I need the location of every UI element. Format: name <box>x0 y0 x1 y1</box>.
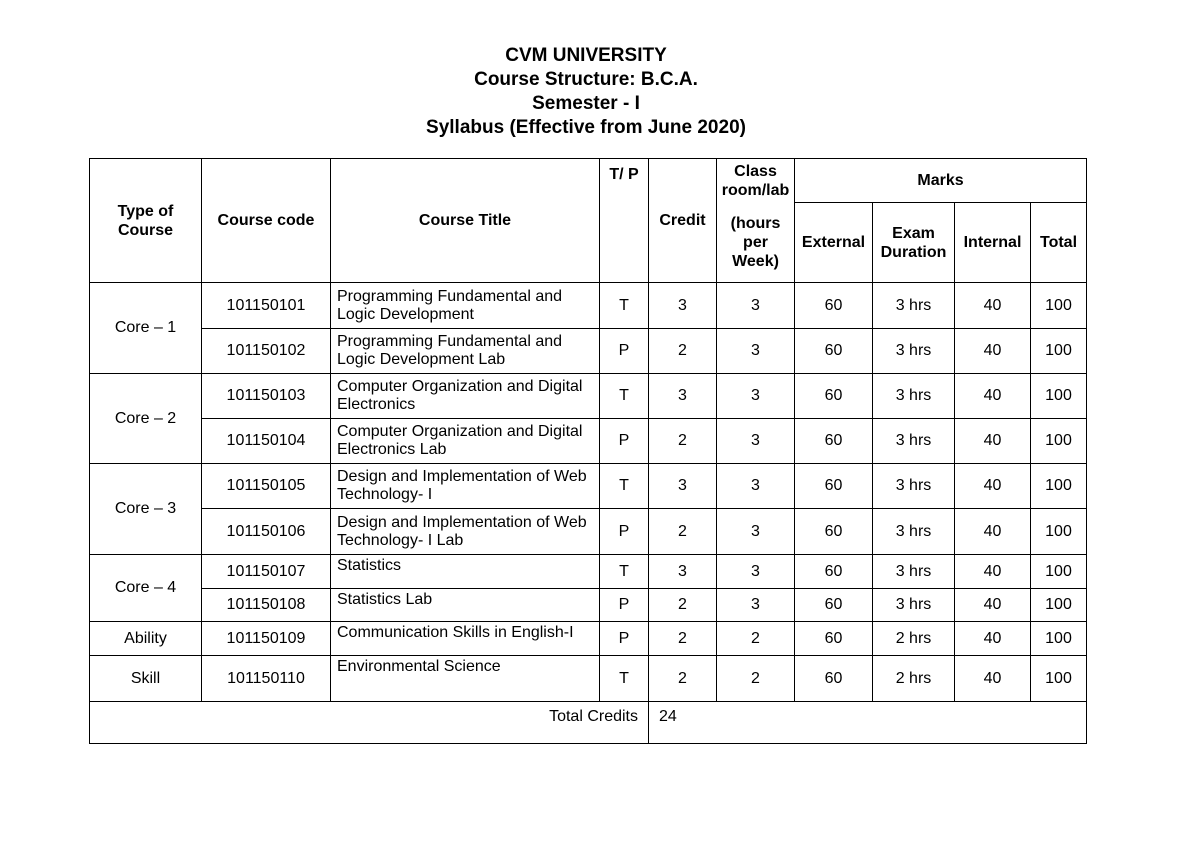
tp-cell: P <box>600 622 649 656</box>
course-type-cell: Core – 2 <box>90 374 202 464</box>
credit-cell: 3 <box>649 374 717 419</box>
university-name: CVM UNIVERSITY <box>505 45 667 66</box>
table-row <box>90 329 1087 374</box>
hours-cell: 3 <box>717 464 795 509</box>
internal-cell: 40 <box>955 464 1031 509</box>
course-type-cell: Skill <box>90 656 202 702</box>
course-title-cell: Environmental Science <box>331 656 600 702</box>
tp-cell: T <box>600 374 649 419</box>
external-cell: 60 <box>795 656 873 702</box>
table-row <box>90 656 1087 702</box>
total-cell: 100 <box>1031 509 1087 555</box>
external-cell: 60 <box>795 555 873 589</box>
total-credits-label: Total Credits <box>90 702 649 744</box>
course-code-cell: 101150105 <box>202 464 331 509</box>
total-credits-row <box>90 702 1087 744</box>
course-title-cell: Design and Implementation of Web Technology- I Lab <box>331 509 600 555</box>
total-cell: 100 <box>1031 622 1087 656</box>
header-course-title: Course Title <box>331 159 600 283</box>
credit-cell: 2 <box>649 509 717 555</box>
total-credits-value: 24 <box>649 702 1087 744</box>
total-cell: 100 <box>1031 589 1087 622</box>
credit-cell: 3 <box>649 464 717 509</box>
internal-cell: 40 <box>955 656 1031 702</box>
semester-label: Semester - I <box>532 93 640 114</box>
tp-cell: P <box>600 589 649 622</box>
header-credit: Credit <box>649 159 717 283</box>
hours-cell: 3 <box>717 555 795 589</box>
duration-cell: 2 hrs <box>873 656 955 702</box>
credit-cell: 2 <box>649 656 717 702</box>
duration-cell: 3 hrs <box>873 419 955 464</box>
hours-cell: 3 <box>717 283 795 329</box>
table-row <box>90 374 1087 419</box>
tp-cell: P <box>600 509 649 555</box>
duration-cell: 3 hrs <box>873 589 955 622</box>
course-title-cell: Communication Skills in English-I <box>331 622 600 656</box>
header-internal: Internal <box>955 203 1031 283</box>
course-code-cell: 101150109 <box>202 622 331 656</box>
credit-cell: 2 <box>649 589 717 622</box>
tp-cell: P <box>600 419 649 464</box>
course-type-cell: Ability <box>90 622 202 656</box>
tp-cell: T <box>600 283 649 329</box>
course-code-cell: 101150110 <box>202 656 331 702</box>
header-course-code: Course code <box>202 159 331 283</box>
header-external: External <box>795 203 873 283</box>
course-type-cell: Core – 3 <box>90 464 202 555</box>
course-title-cell: Statistics Lab <box>331 589 600 622</box>
duration-cell: 3 hrs <box>873 509 955 555</box>
table-row <box>90 419 1087 464</box>
hours-cell: 3 <box>717 419 795 464</box>
hours-cell: 3 <box>717 509 795 555</box>
course-title-cell: Programming Fundamental and Logic Development Lab <box>331 329 600 374</box>
course-title-cell: Computer Organization and Digital Electronics Lab <box>331 419 600 464</box>
total-cell: 100 <box>1031 656 1087 702</box>
duration-cell: 3 hrs <box>873 374 955 419</box>
tp-cell: T <box>600 656 649 702</box>
internal-cell: 40 <box>955 509 1031 555</box>
table-row <box>90 464 1087 509</box>
header-total: Total <box>1031 203 1087 283</box>
external-cell: 60 <box>795 283 873 329</box>
external-cell: 60 <box>795 622 873 656</box>
syllabus-table <box>89 158 1087 744</box>
course-code-cell: 101150101 <box>202 283 331 329</box>
course-type-cell: Core – 1 <box>90 283 202 374</box>
external-cell: 60 <box>795 464 873 509</box>
course-title-cell: Design and Implementation of Web Technology- I <box>331 464 600 509</box>
external-cell: 60 <box>795 589 873 622</box>
tp-cell: T <box>600 464 649 509</box>
header-marks: Marks <box>795 159 1087 203</box>
total-cell: 100 <box>1031 374 1087 419</box>
table-row <box>90 283 1087 329</box>
total-cell: 100 <box>1031 555 1087 589</box>
credit-cell: 2 <box>649 419 717 464</box>
internal-cell: 40 <box>955 374 1031 419</box>
internal-cell: 40 <box>955 419 1031 464</box>
credit-cell: 3 <box>649 555 717 589</box>
duration-cell: 3 hrs <box>873 555 955 589</box>
hours-cell: 3 <box>717 589 795 622</box>
external-cell: 60 <box>795 374 873 419</box>
course-title-cell: Statistics <box>331 555 600 589</box>
course-code-cell: 101150102 <box>202 329 331 374</box>
internal-cell: 40 <box>955 622 1031 656</box>
header-tp: T/ P <box>600 159 649 283</box>
course-code-cell: 101150106 <box>202 509 331 555</box>
course-code-cell: 101150104 <box>202 419 331 464</box>
course-title-cell: Computer Organization and Digital Electronics <box>331 374 600 419</box>
credit-cell: 3 <box>649 283 717 329</box>
syllabus-effective: Syllabus (Effective from June 2020) <box>426 117 746 138</box>
header-type-of-course: Type of Course <box>90 159 202 283</box>
table-row <box>90 622 1087 656</box>
tp-cell: T <box>600 555 649 589</box>
credit-cell: 2 <box>649 329 717 374</box>
course-structure: Course Structure: B.C.A. <box>474 69 698 90</box>
duration-cell: 3 hrs <box>873 329 955 374</box>
table-row <box>90 589 1087 622</box>
hours-cell: 3 <box>717 374 795 419</box>
course-code-cell: 101150103 <box>202 374 331 419</box>
total-cell: 100 <box>1031 283 1087 329</box>
duration-cell: 3 hrs <box>873 464 955 509</box>
internal-cell: 40 <box>955 589 1031 622</box>
hours-cell: 3 <box>717 329 795 374</box>
table-row <box>90 555 1087 589</box>
header-exam-duration: Exam Duration <box>873 203 955 283</box>
hours-cell: 2 <box>717 656 795 702</box>
internal-cell: 40 <box>955 329 1031 374</box>
course-type-cell: Core – 4 <box>90 555 202 622</box>
external-cell: 60 <box>795 329 873 374</box>
header-classroom: Class room/lab <box>717 159 795 203</box>
duration-cell: 2 hrs <box>873 622 955 656</box>
duration-cell: 3 hrs <box>873 283 955 329</box>
hours-cell: 2 <box>717 622 795 656</box>
tp-cell: P <box>600 329 649 374</box>
internal-cell: 40 <box>955 283 1031 329</box>
total-cell: 100 <box>1031 419 1087 464</box>
course-title-cell: Programming Fundamental and Logic Development <box>331 283 600 329</box>
document-header <box>0 44 1172 140</box>
internal-cell: 40 <box>955 555 1031 589</box>
total-cell: 100 <box>1031 464 1087 509</box>
header-hours-per-week: (hours per Week) <box>717 203 795 283</box>
credit-cell: 2 <box>649 622 717 656</box>
total-cell: 100 <box>1031 329 1087 374</box>
course-code-cell: 101150108 <box>202 589 331 622</box>
external-cell: 60 <box>795 509 873 555</box>
course-code-cell: 101150107 <box>202 555 331 589</box>
external-cell: 60 <box>795 419 873 464</box>
table-row <box>90 509 1087 555</box>
